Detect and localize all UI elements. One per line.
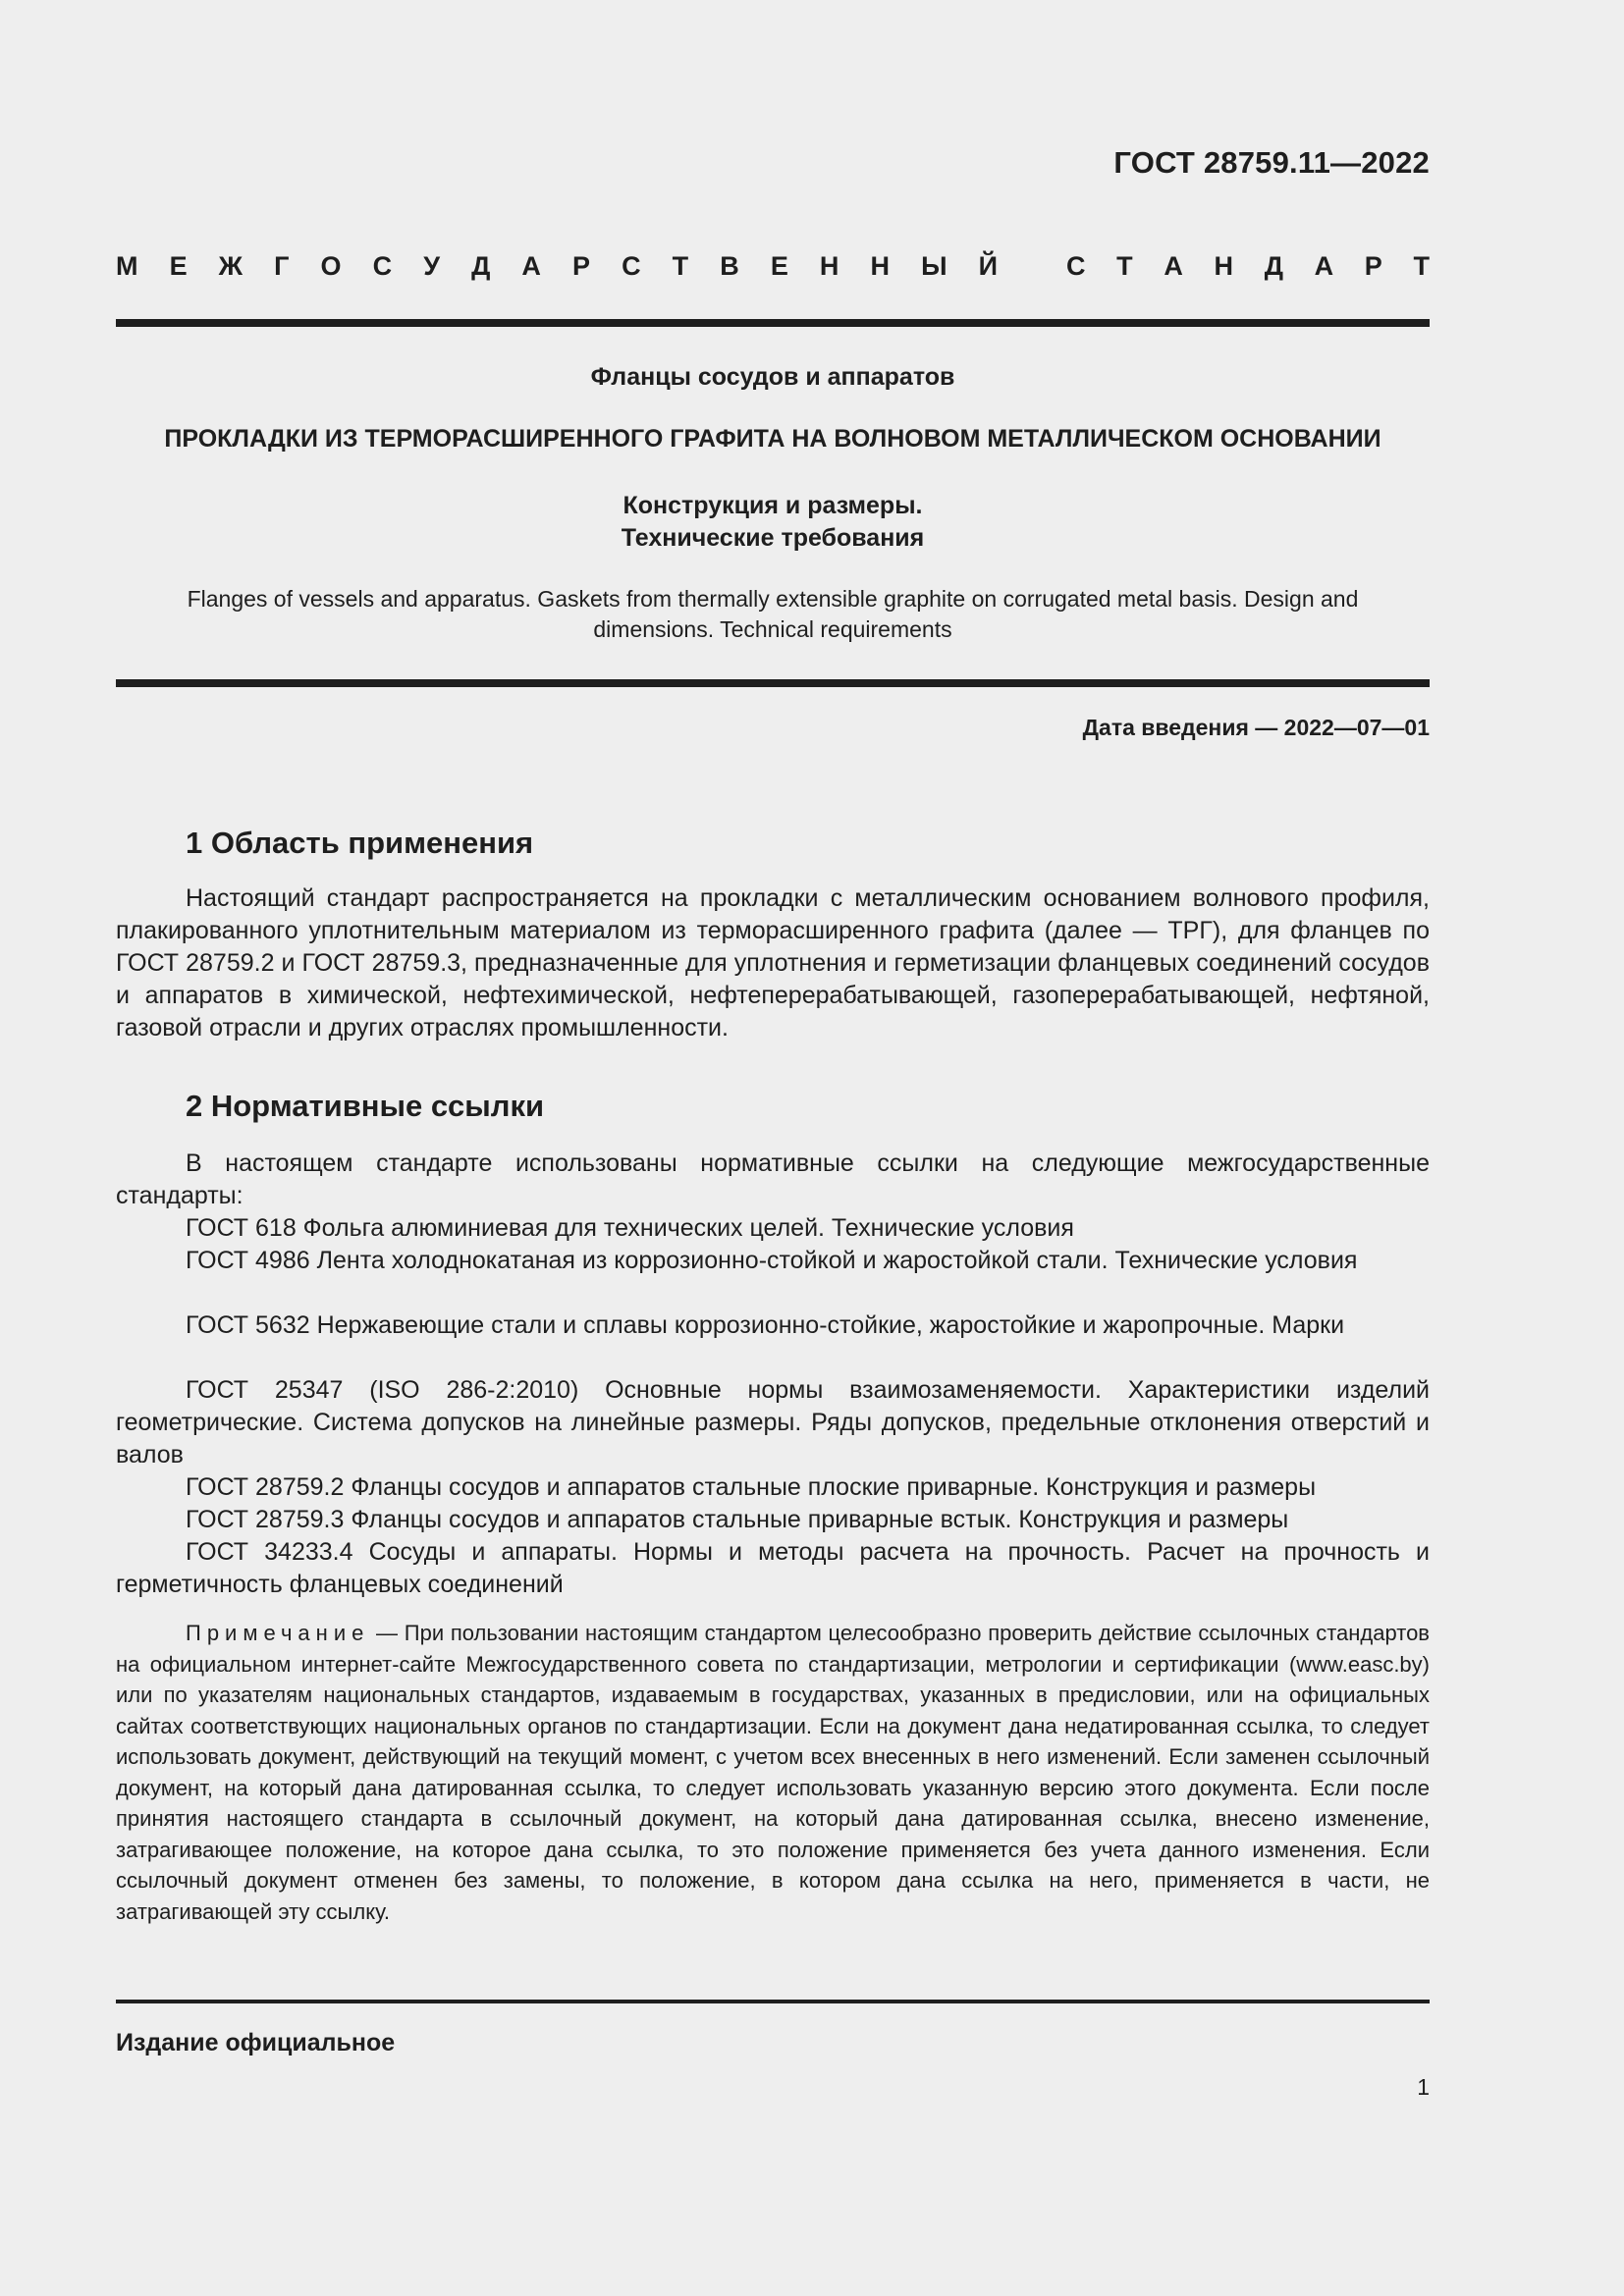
reference-item: ГОСТ 28759.3 Фланцы сосудов и аппаратов стальные приварные встык. Конструкция и размеры [186,1506,1289,1533]
edition-label: Издание официальное [116,2029,396,2056]
letter: С [372,251,393,281]
title-line-design [116,490,1430,555]
letter: Р [572,251,591,281]
standard-kind-label [116,251,1430,282]
letter: Е [169,251,188,281]
letter: Е [770,251,788,281]
reference-item: ГОСТ 4986 Лента холоднокатаная из коррозионно-стойкой и жаростойкой стали. Технические условия [186,1247,1358,1274]
document-page [116,0,1430,2296]
letter: У [423,251,441,281]
section-2-heading: 2 Нормативные ссылки [186,1089,545,1123]
letter: Т [672,251,689,281]
title-line-flanges: Фланцы сосудов и аппаратов [590,363,955,391]
title-line-gaskets: ПРОКЛАДКИ ИЗ ТЕРМОРАСШИРЕННОГО ГРАФИТА НА ВОЛНОВОМ МЕТАЛЛИЧЕСКОМ ОСНОВАНИИ [164,425,1381,453]
letter: О [320,251,342,281]
reference-item: ГОСТ 25347 (ISO 286-2:2010) Основные нормы взаимозаменяемости. Характеристики изделий геометрические. Система допусков на линейные размеры. Ряды допусков, предельные отклонения отверстий и валов [116,1376,1430,1468]
letter: А [1164,251,1183,281]
top-divider [116,319,1430,327]
note-paragraph [116,1618,1430,1927]
letter: Д [1264,251,1283,281]
standard-kind-word-standard [1066,251,1430,282]
date-of-introduction: Дата введения — 2022—07—01 [1082,715,1430,740]
standard-kind-word-interstate [116,251,998,282]
letter: Г [274,251,290,281]
letter: А [1314,251,1334,281]
letter: С [1066,251,1086,281]
letter: Н [870,251,890,281]
note-label: Примечание [186,1621,370,1645]
letter: Н [819,251,839,281]
title-bottom-divider [116,679,1430,687]
letter: Т [1413,251,1430,281]
reference-item: ГОСТ 618 Фольга алюминиевая для технических целей. Технические условия [186,1214,1074,1242]
letter: Р [1364,251,1382,281]
reference-item: ГОСТ 34233.4 Сосуды и аппараты. Нормы и методы расчета на прочность. Расчет на прочность и герметичность фланцевых соединений [116,1538,1430,1598]
section-2-intro: В настоящем стандарте использованы нормативные ссылки на следующие межгосударственные стандарты: [116,1149,1430,1209]
page-number: 1 [1417,2074,1430,2100]
reference-item: ГОСТ 5632 Нержавеющие стали и сплавы коррозионно-стойкие, жаростойкие и жаропрочные. Марки [186,1311,1345,1339]
note-text: — При пользовании настоящим стандартом целесообразно проверить действие ссылочных стандартов на официальном интернет-сайте Межгосударственного совета по стандартизации, метрологии и сертификации (www.easc.by) или по указателям национальных стандартов, издаваемым в государствах, указанных в предисловии, или на официальных сайтах соответствующих национальных органов по стандартизации. Если на документ дана недатированная ссылка, то следует использовать документ, действующий на текущий момент, с учетом всех внесенных в него изменений. Если заменен ссылочный документ, на который дана датированная ссылка, то следует использовать указанную версию этого документа. Если после принятия настоящего стандарта в ссылочный документ, на который дана датированная ссылка, внесено изменение, затрагивающее положение, на которое дана ссылка, то это положение применяется без учета данного изменения. Если ссылочный документ отменен без замены, то положение, в котором дана ссылка на него, применяется в части, не затрагивающей эту ссылку. [116,1621,1430,1924]
title-line-design-b: Технические требования [621,524,925,552]
letter: Ж [218,251,244,281]
reference-item: ГОСТ 28759.2 Фланцы сосудов и аппаратов стальные плоские приварные. Конструкция и размеры [186,1473,1317,1501]
section-1-heading: 1 Область применения [186,826,534,860]
footer-divider [116,2000,1430,2003]
letter: С [622,251,641,281]
letter: Й [978,251,998,281]
letter: Т [1116,251,1133,281]
standard-code: ГОСТ 28759.11—2022 [1113,145,1430,180]
letter: Н [1214,251,1234,281]
letter: В [720,251,739,281]
letter: М [116,251,138,281]
letter: Д [471,251,491,281]
letter: А [521,251,541,281]
title-line-design-a: Конструкция и размеры. [623,492,923,519]
letter: Ы [921,251,947,281]
section-1-text: Настоящий стандарт распространяется на прокладки с металлическим основанием волнового профиля, плакированного уплотнительным материалом из терморасширенного графита (далее — ТРГ), для фланцев по ГОСТ 28759.2 и ГОСТ 28759.3, предназначенные для уплотнения и герметизации фланцевых соединений сосудов и аппаратов в химической, нефтехимической, нефтеперерабатывающей, газоперерабатывающей, нефтяной, газовой отрасли и других отраслях промышленности. [116,884,1430,1041]
title-english: Flanges of vessels and apparatus. Gaskets from thermally extensible graphite on corrugated metal basis. Design and dimensions. Technical requirements [187,586,1359,642]
